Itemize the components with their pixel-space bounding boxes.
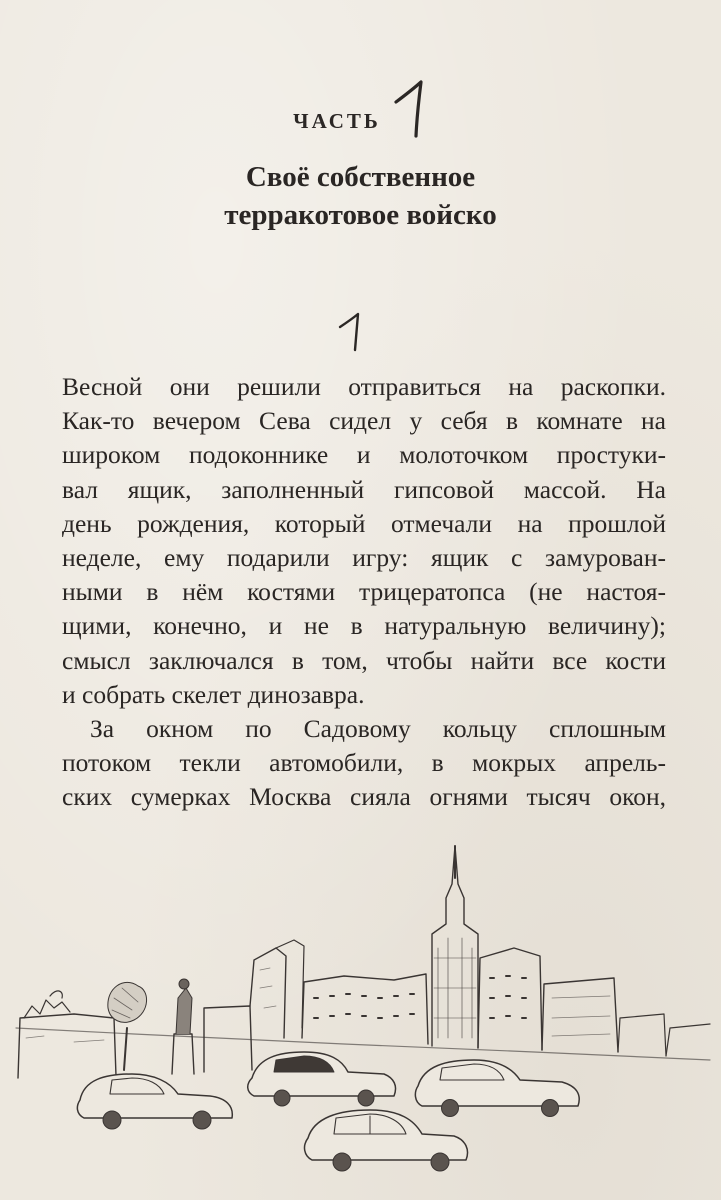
chapter-title: [0, 158, 721, 234]
text-line: и собрать скелет динозавра.: [62, 679, 365, 709]
text-line: ными в нём костями трицератопса (не настоя-: [62, 577, 666, 607]
text-line: Как-то вечером Сева сидел у себя в комнате на: [62, 406, 666, 436]
text-line: неделе, ему подарили игру: ящик с замурован-: [62, 542, 666, 572]
section-number-handwritten-one: [336, 312, 366, 352]
part-label: ЧАСТЬ: [293, 109, 381, 133]
text-line: ских сумерках Москва сияла огнями тысяч окон,: [62, 782, 666, 812]
text-line: Весной они решили отправиться на раскопки.: [62, 372, 666, 401]
car-sketch: [415, 1060, 579, 1117]
text-line: широком подоконнике и молоточком простуки-: [62, 440, 666, 470]
text-line: смысл заключался в том, чтобы найти все кости: [62, 645, 666, 675]
part-number-handwritten-one: [392, 80, 428, 138]
city-skyline-illustration: [14, 838, 714, 1174]
chapter-title-line-2: терракотовое войско: [224, 199, 497, 231]
body-text: [62, 370, 666, 814]
car-sketch: [248, 1052, 396, 1106]
chapter-title-line-1: Своё собственное: [245, 161, 476, 193]
text-line: вал ящик, заполненный гипсовой массой. На: [62, 474, 666, 504]
part-heading: [0, 80, 721, 138]
text-line: щими, конечно, и не в натуральную величину);: [62, 611, 666, 641]
text-line: потоком текли автомобили, в мокрых апрель-: [62, 748, 666, 778]
text-line: день рождения, который отмечали на прошлой: [62, 508, 666, 538]
car-sketch: [305, 1110, 468, 1171]
car-sketch: [77, 1074, 232, 1129]
text-line: За окном по Садовому кольцу сплошным: [90, 713, 666, 743]
